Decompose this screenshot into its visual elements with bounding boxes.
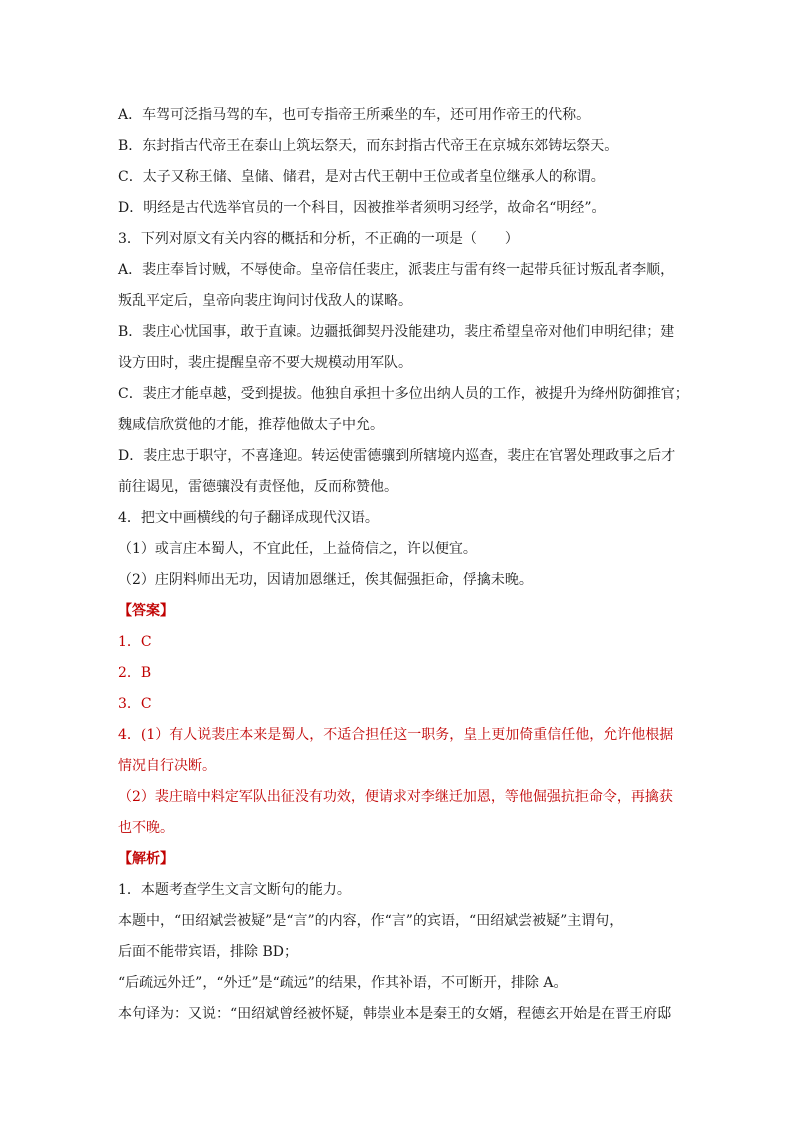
answer-4-1-line2: 情况自行决断。 — [118, 758, 216, 774]
answer-4-2-line2: 也不晚。 — [118, 820, 174, 836]
analysis-line-5: 本句译为：又说：“田绍斌曾经被怀疑，韩崇业本是秦王的女婿，程德玄开始是在晋王府邸 — [118, 1006, 672, 1022]
q3-option-b-line2: 设方田时，裴庄提醒皇帝不要大规模动用军队。 — [118, 355, 412, 371]
document-content — [118, 100, 688, 1030]
analysis-line-4: “后疏远外迁”，“外迁”是“疏远”的结果，作其补语，不可断开，排除 A。 — [118, 975, 568, 991]
q3-stem: 3．下列对原文有关内容的概括和分析，不正确的一项是（ ） — [118, 231, 519, 247]
analysis-header: 【解析】 — [118, 851, 174, 867]
q3-option-a-line2: 叛乱平定后，皇帝向裴庄询问讨伐敌人的谋略。 — [118, 293, 412, 309]
q3-option-d-line2: 前往谒见，雷德骧没有责怪他，反而称赞他。 — [118, 479, 398, 495]
answer-4-1-line1: 4．(1）有人说裴庄本来是蜀人，不适合担任这一职务，皇上更加倚重信任他，允许他根据 — [118, 727, 674, 743]
q3-option-c-line1: C．裴庄才能卓越，受到提拔。他独自承担十多位出纳人员的工作，被提升为绛州防御推官； — [118, 386, 689, 402]
q3-option-c-line2: 魏咸信欣赏他的才能，推荐他做太子中允。 — [118, 417, 384, 433]
q3-option-d-line1: D．裴庄忠于职守，不喜逢迎。转运使雷德骧到所辖境内巡查，裴庄在官署处理政事之后才 — [118, 448, 676, 464]
q2-option-b: B．东封指古代帝王在泰山上筑坛祭天，而东封指古代帝王在京城东郊铸坛祭天。 — [118, 138, 619, 154]
answer-header: 【答案】 — [118, 603, 174, 619]
analysis-line-2: 本题中，“田绍斌尝被疑”是“言”的内容，作“言”的宾语，“田绍斌尝被疑”主谓句， — [118, 913, 624, 929]
analysis-line-1: 1．本题考查学生文言文断句的能力。 — [118, 882, 351, 898]
answer-1: 1．C — [118, 634, 152, 650]
analysis-line-3: 后面不能带宾语，排除 BD； — [118, 944, 298, 960]
q4-stem: 4．把文中画横线的句子翻译成现代汉语。 — [118, 510, 379, 526]
q2-option-a: A．车驾可泛指马驾的车，也可专指帝王所乘坐的车，还可用作帝王的代称。 — [118, 107, 591, 123]
q2-option-c: C．太子又称王储、皇储、储君，是对古代王朝中王位或者皇位继承人的称谓。 — [118, 169, 605, 185]
q3-option-a-line1: A．裴庄奉旨讨贼，不辱使命。皇帝信任裴庄，派裴庄与雷有终一起带兵征讨叛乱者李顺， — [118, 262, 675, 278]
q4-sentence-1: （1）或言庄本蜀人，不宜此任，上益倚信之，许以便宜。 — [118, 541, 477, 557]
q4-sentence-2: （2）庄阴料师出无功，因请加恩继迁，俟其倔强拒命，俘擒未晚。 — [118, 572, 533, 588]
answer-2: 2．B — [118, 665, 152, 681]
answer-3: 3．C — [118, 696, 152, 712]
q3-option-b-line1: B．裴庄心忧国事，敢于直谏。边疆抵御契丹没能建功，裴庄希望皇帝对他们申明纪律；建 — [118, 324, 675, 340]
q2-option-d: D．明经是古代选举官员的一个科目，因被推举者须明习经学，故命名“明经”。 — [118, 200, 606, 216]
answer-4-2-line1: （2）裴庄暗中料定军队出征没有功效，便请求对李继迁加恩，等他倔强抗拒命令，再擒获 — [118, 789, 673, 805]
